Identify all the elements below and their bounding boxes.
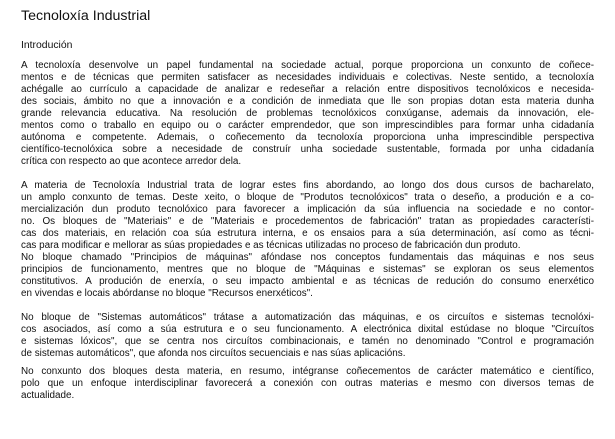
text-line: cas para modificar e mellorar as súas propiedades e as técnicas utilizadas no proceso de fabricación dun produto. — [21, 240, 521, 251]
text-line: e sistemas lóxicos", que se centra nos circuítos combinacionais, e tamén no denominado "Control e programación — [21, 336, 594, 347]
text-line: mercialización dun produto tecnolóxico para favorecer a implicación da súa influencia na sociedade e no contor- — [21, 204, 594, 215]
text-line: principios de funcionamento, mentres que no bloque de "Máquinas e sistemas" se exploran os seus elementos — [21, 264, 594, 275]
text-line: de sistemas automáticos", que afonda nos circuítos secuenciais e nas súas aplicacións. — [21, 348, 406, 359]
text-line: No bloque chamado "Principios de máquinas" afóndase nos conceptos fundamentais das máquinas e nos seus — [21, 252, 594, 263]
text-line: cos asociados, así como a súa estrutura e o seu funcionamento. A electrónica dixital estúdase no bloque "Circuítos — [21, 324, 594, 335]
text-line: actualidade. — [21, 390, 75, 401]
text-line: un amplo conxunto de temas. Deste xeito, o bloque de "Produtos tecnolóxicos" trata o deseño, a produción e a co- — [21, 192, 594, 203]
text-line: autónoma e competente. Ademais, o coñecemento da tecnoloxía proporciona unha imprescindible perspectiva — [21, 132, 594, 143]
text-line: constitutivos. A produción de enerxía, o seu impacto ambiental e as técnicas de redución do consumo enerxético — [21, 276, 594, 287]
text-line: cas dos materiais, en relación coa súa estrutura interna, e os ensaios para a súa determinación, así como as técni- — [21, 228, 594, 239]
text-line: No bloque de "Sistemas automáticos" trátase a automatización das máquinas, e os circuítos e sistemas tecnolóxi- — [21, 312, 594, 323]
text-line: no. Os bloques de "Materiais" e de "Materiais e procedementos de fabricación" tratan as propiedades característi- — [21, 216, 594, 227]
text-line: grande relevancia educativa. Na resolución de problemas tecnolóxicos conxúganse, ademais da innovación, ele- — [21, 108, 594, 119]
text-line: científico-tecnolóxica sobre a necesidade de construír unha sociedade sustentable, formada por unha cidadanía — [21, 144, 594, 155]
text-line: en vivendas e locais abórdanse no bloque "Recursos enerxéticos". — [21, 288, 313, 299]
text-line: mentos como o traballo en equipo ou o carácter emprendedor, que son imprescindibles para formar unha cidadanía — [21, 120, 594, 131]
document-title: Tecnoloxía Industrial — [21, 8, 151, 24]
text-line: No conxunto dos bloques desta materia, en resumo, intégranse coñecementos de carácter matemático e científico, — [21, 366, 594, 377]
text-line: A tecnoloxía desenvolve un papel fundamental na sociedade actual, porque proporciona un conxunto de coñece- — [21, 60, 594, 71]
text-line: achégalle ao currículo a capacidade de analizar e redeseñar a relación entre dispositivos tecnolóxicos e necesida- — [21, 84, 594, 95]
text-line: polo que un enfoque interdisciplinar favorecerá a conexión con outras materias e mesmo con diversos temas de — [21, 378, 594, 389]
text-line: mentos e de técnicas que permiten satisfacer as necesidades individuais e colectivas. Neste sentido, a tecnoloxía — [21, 72, 594, 83]
section-heading: Introdución — [21, 40, 73, 51]
text-line: des sociais, ámbito no que a innovación e a condición de inmediata que lle son propias dotan esta materia dunha — [21, 96, 594, 107]
text-line: A materia de Tecnoloxía Industrial trata de lograr estes fins abordando, ao longo dos dous cursos de bacharelato, — [21, 180, 594, 191]
text-line: crítica con respecto ao que acontece arredor dela. — [21, 156, 242, 167]
